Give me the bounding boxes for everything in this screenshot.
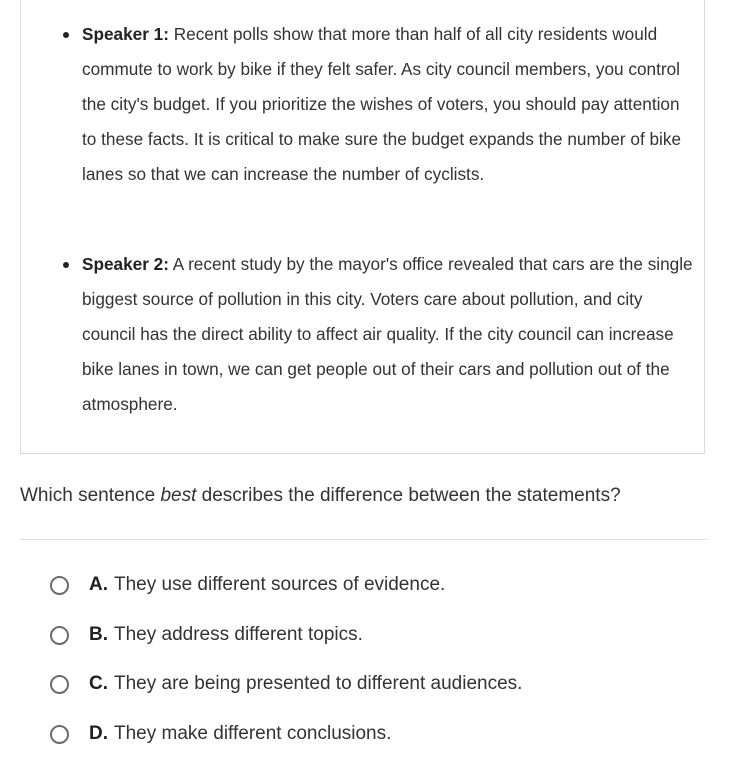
radio-button-c[interactable]	[50, 675, 69, 694]
choice-b-text: They address different topics.	[114, 623, 363, 645]
divider	[20, 539, 707, 540]
choice-a-label[interactable]	[89, 566, 445, 604]
choice-d[interactable]	[50, 715, 690, 765]
answer-choices	[50, 566, 690, 764]
choice-c-text: They are being presented to different audiences.	[114, 673, 523, 694]
question-prompt	[20, 482, 710, 510]
choice-d-text: They make different conclusions.	[114, 722, 392, 744]
statement-speaker-2	[82, 247, 694, 422]
speaker-2-text: A recent study by the mayor's office revealed that cars are the single biggest source of pollution in this city. Voters care about pollution, and city council has the direct ability to affect air quality. If the city council can increase bike lanes in town, we can get people out of their cars and pollution out of the atmosphere.	[82, 254, 693, 414]
speaker-1-label: Speaker 1:	[82, 24, 169, 44]
choice-c-letter: C.	[89, 673, 108, 694]
choice-a-text: They use different sources of evidence.	[114, 574, 446, 595]
statement-speaker-1	[82, 17, 694, 192]
choice-d-letter: D.	[89, 722, 108, 744]
question-emphasis: best	[160, 485, 197, 506]
bullet-icon	[63, 262, 69, 268]
question-suffix: describes the difference between the statements?	[196, 485, 621, 506]
choice-a-letter: A.	[89, 574, 108, 595]
radio-button-a[interactable]	[50, 576, 69, 595]
choice-b-label[interactable]	[89, 616, 363, 654]
choice-b[interactable]	[50, 616, 690, 666]
question-prefix: Which sentence	[20, 485, 161, 506]
choice-b-letter: B.	[89, 623, 108, 645]
passage-box	[20, 0, 705, 454]
choice-c[interactable]	[50, 665, 690, 715]
speaker-2-label: Speaker 2:	[82, 254, 169, 274]
bullet-icon	[63, 32, 69, 38]
radio-button-d[interactable]	[50, 725, 69, 744]
radio-button-b[interactable]	[50, 626, 69, 645]
speaker-1-text: Recent polls show that more than half of all city residents would commute to work by bike if they felt safer. As city council members, you control the city's budget. If you prioritize the wishes of voters, you should pay attention to these facts. It is critical to make sure the budget expands the number of bike lanes so that we can increase the number of cyclists.	[82, 24, 682, 184]
choice-c-label[interactable]	[89, 665, 522, 703]
choice-d-label[interactable]	[89, 715, 391, 753]
choice-a[interactable]	[50, 566, 690, 616]
